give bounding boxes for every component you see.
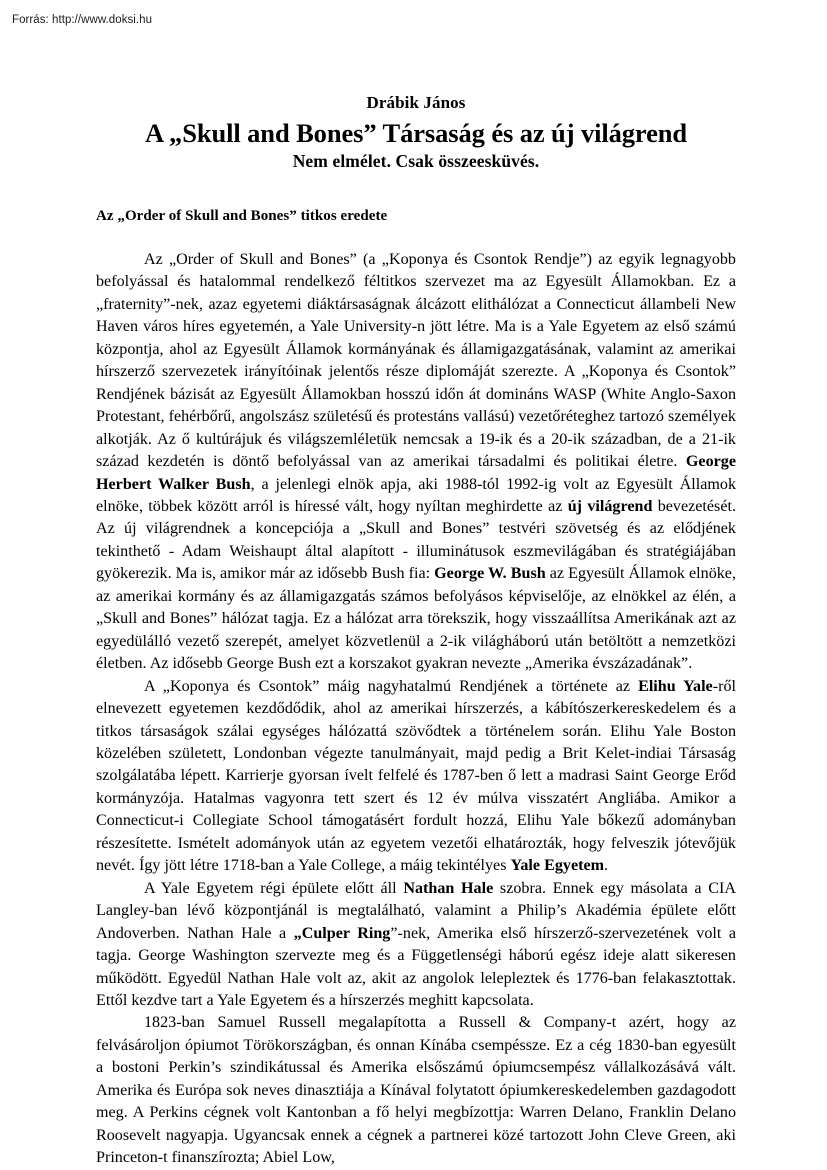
title-block bbox=[96, 92, 736, 173]
paragraph-2: A „Koponya és Csontok” máig nagyhatalmú Rendjének a története az Elihu Yale-ről elnevezett egyetemen kezdődődik, ahol az amerikai hírszerzés, a kábítószerkereskedelem és a titkos társaságok szálai egységes hálózattá szövődtek a történelem során. Elihu Yale Boston közelében született, Londonban végezte tanulmányait, majd pedig a Brit Kelet-indiai Társaság szolgálatába lépett. Karrierje gyorsan ívelt felfelé és 1787-ben ő lett a madrasi Saint George Erőd kormányzója. Hatalmas vagyonra tett szert és 12 év múlva visszatért Angliába. Amikor a Connecticut-i Collegiate School támogatásért fordult hozzá, Elihu Yale bőkezű adományban részesítette. Ismételt adományok után az egyetem vezetői elhatározták, hogy felveszik jótevőjük nevét. Így jött létre 1718-ban a Yale College, a máig tekintélyes Yale Egyetem. bbox=[96, 677, 736, 875]
paragraph-1: Az „Order of Skull and Bones” (a „Koponya és Csontok Rendje”) az egyik legnagyobb befolyással és hatalommal rendelkező féltitkos szervezet ma az Egyesült Államokban. Ez a „fraternity”-nek, azaz egyetemi diáktársaságnak álcázott elithálózat a Connecticut állambeli New Haven város híres egyetemén, a Yale University-n jött létre. Ma is a Yale Egyetem az első számú központja, ahol az Egyesült Államok kormányának és államigazgatásának, valamint az amerikai hírszerző szervezetek irányítóinak jelentős része diplomáját szerezte. A „Koponya és Csontok” Rendjének bázisát az Egyesült Államokban hosszú időn át domináns WASP (White Anglo-Saxon Protestant, fehérbőrű, angolszász születésű és protestáns vallású) vezetőréteghez tartozó személyek alkotják. Az ő kultúrájuk és világszemléletük nemcsak a 19-ik és a 20-ik században, de a 21-ik század kezdetén is döntő befolyással van az amerikai társadalmi és politikai életre. George Herbert Walker Bush, a jelenlegi elnök apja, aki 1988-tól 1992-ig volt az Egyesült Államok elnöke, többek között arról is híressé vált, hogy nyíltan meghirdette az új világrend bevezetését. Az új világrendnek a koncepciója a „Skull and Bones” testvéri szövetség és az elődjének tekinthető - Adam Weishaupt által alapított - illuminátusok eszmevilágában és stratégiájában gyökerezik. Ma is, amikor már az idősebb Bush fia: George W. Bush az Egyesült Államok elnöke, az amerikai kormány és az államigazgatás számos befolyásos képviselője, az elnökkel az élén, a „Skull and Bones” hálózat tagja. Ez a hálózat arra törekszik, hogy visszaállítsa Amerikának azt az egyedülálló vezető szerepét, amelyet közvetlenül a 2-ik világháború után betöltött a nemzetközi életben. Az idősebb George Bush ezt a korszakot gyakran nevezte „Amerika évszázadának”. bbox=[96, 251, 737, 673]
paragraph-4: 1823-ban Samuel Russell megalapította a Russell & Company-t azért, hogy az felvásároljon ópiumot Törökországban, és onnan Kínába csempéssze. Ez a cég 1830-ban egyesült a bostoni Perkin’s szindikátussal és Amerika elsőszámú ópiumcsempész vállalkozásává vált. Amerika és Európa sok neves dinasztiája a Kínával folytatott ópiumkereskedelemben gazdagodott meg. A Perkins cégnek volt Kantonban a fő helyi megbízottja: Warren Delano, Franklin Delano Roosevelt nagyapja. Ugyancsak ennek a cégnek a partnerei közé tartozott John Cleve Green, aki Princeton-t finanszírozta; Abiel Low, bbox=[96, 1014, 736, 1167]
author-name: Drábik János bbox=[366, 93, 466, 112]
section-heading: Az „Order of Skull and Bones” titkos eredete bbox=[96, 208, 388, 224]
paragraph-3: A Yale Egyetem régi épülete előtt áll Nathan Hale szobra. Ennek egy másolata a CIA Langley-ban lévő központjánál is megtalálható, valamint a Philip’s Akadémia épülete előtt Andoverben. Nathan Hale a „Culper Ring”-nek, Amerika első hírszerző-szervezetének volt a tagja. George Washington szervezte meg és a Függetlenségi háború egész ideje alatt sikeresen működött. Egyedül Nathan Hale volt az, akit az angolok lelepleztek és 1776-ban felakasztottak. Ettől kezdve tart a Yale Egyetem és a hírszerzés meghitt kapcsolata. bbox=[96, 879, 736, 1009]
page-title: A „Skull and Bones” Társaság és az új világrend bbox=[144, 118, 688, 148]
source-url-header: Forrás: http://www.doksi.hu bbox=[12, 14, 153, 26]
document-subtitle: Nem elmélet. Csak összeesküvés. bbox=[292, 151, 540, 171]
document-content bbox=[96, 92, 736, 1170]
